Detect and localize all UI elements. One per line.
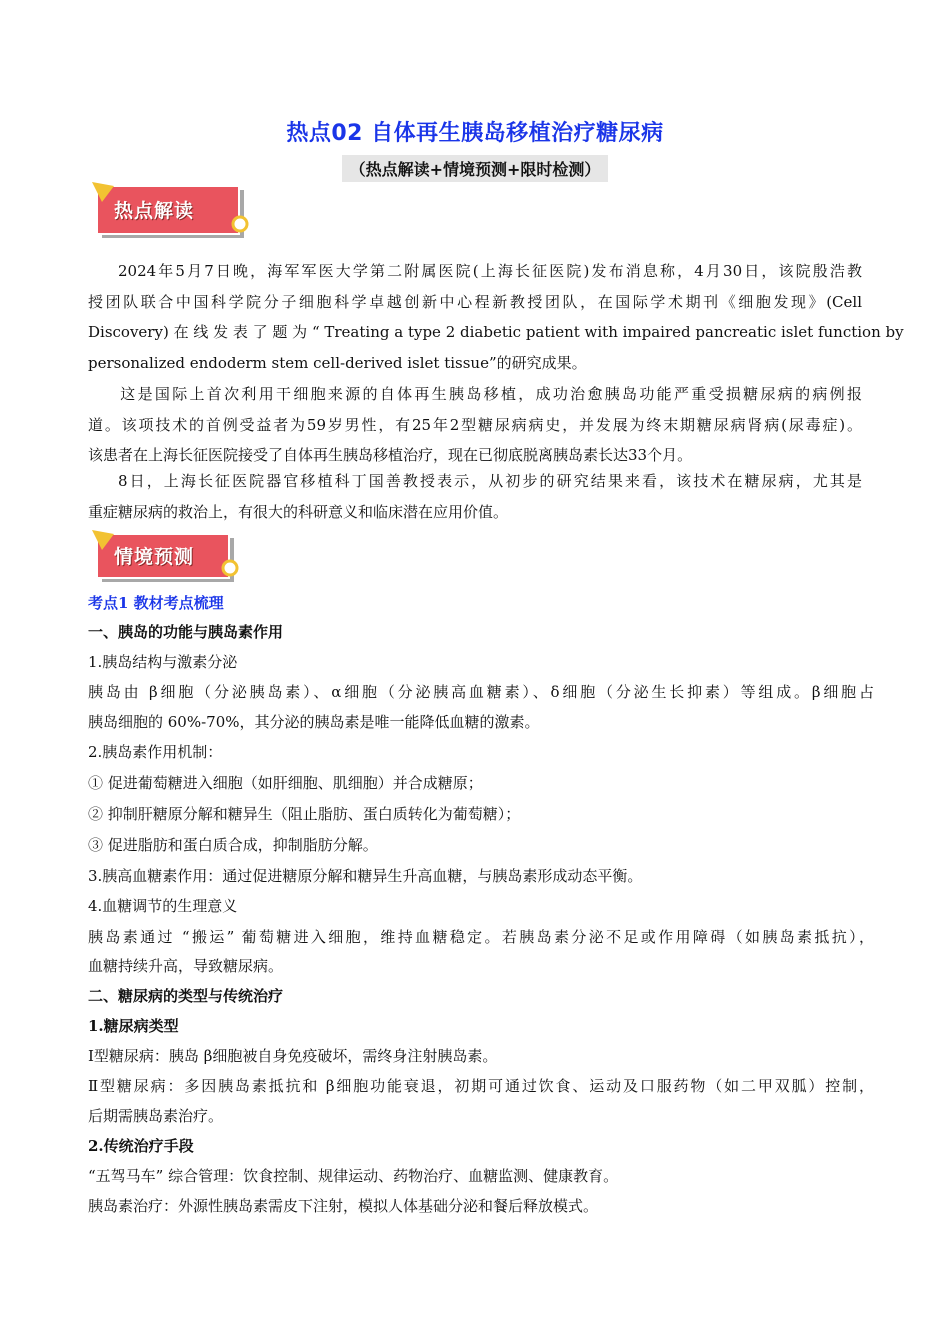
list-item: ② 抑制肝糖原分解和糖异生（阻止脂肪、蛋白质转化为葡萄糖）； — [88, 805, 521, 823]
body-line: 后期需胰岛素治疗。 — [88, 1107, 224, 1125]
page-subtitle: （热点解读+情境预测+限时检测） — [342, 155, 609, 182]
section-heading-2: 二、糖尿病的类型与传统治疗 — [88, 987, 284, 1005]
subheading-treatment: 2.传统治疗手段 — [88, 1137, 194, 1155]
scenario-badge-label: 情境预测 — [114, 546, 195, 568]
body-line: 胰岛素通过 “搬运” 葡萄糖进入细胞，维持血糖稳定。若胰岛素分泌不足或作用障碍（如胰岛素抵抗）， — [88, 928, 874, 946]
intro-p3-line: 重症糖尿病的救治上，有很大的科研意义和临床潜在应用价值。 — [88, 502, 509, 521]
intro-p2-line: 这是国际上首次利用干细胞来源的自体再生胰岛移植，成功治愈胰岛功能严重受损糖尿病的病例报 — [118, 385, 862, 403]
body-line: 胰岛细胞的 60%-70%，其分泌的胰岛素是唯一能降低血糖的激素。 — [88, 713, 540, 731]
hotspot-badge-label: 热点解读 — [114, 200, 195, 222]
subheading-1: 1.胰岛结构与激素分泌 — [88, 653, 238, 671]
body-line: Ⅰ型糖尿病：胰岛 β细胞被自身免疫破坏，需终身注射胰岛素。 — [88, 1047, 498, 1065]
body-line: 胰岛由 β细胞（分泌胰岛素）、α细胞（分泌胰高血糖素）、δ细胞（分泌生长抑素）等组成。β细胞占 — [88, 683, 874, 701]
page-title: 热点02 自体再生胰岛移植治疗糖尿病 — [286, 121, 664, 146]
kaodian-heading: 考点1 教材考点梳理 — [88, 594, 224, 612]
subheading-3: 3.胰高血糖素作用：通过促进糖原分解和糖异生升高血糖，与胰岛素形成动态平衡。 — [88, 867, 643, 885]
body-line: 胰岛素治疗：外源性胰岛素需皮下注射，模拟人体基础分泌和餐后释放模式。 — [88, 1197, 599, 1215]
list-item: ① 促进葡萄糖进入细胞（如肝细胞、肌细胞）并合成糖原； — [88, 774, 483, 792]
intro-p3-line: 8日，上海长征医院器官移植科丁国善教授表示，从初步的研究结果来看，该技术在糖尿病，尤其是 — [118, 472, 862, 490]
body-line: Ⅱ型糖尿病：多因胰岛素抵抗和 β细胞功能衰退，初期可通过饮食、运动及口服药物（如二甲双胍）控制， — [88, 1077, 874, 1095]
intro-p1-line: Discovery) 在 线 发 表 了 题 为 “ Treating a type 2 diabetic patient with impaired pancreatic islet function by — [88, 323, 904, 341]
body-line: 血糖持续升高，导致糖尿病。 — [88, 957, 284, 975]
scenario-badge — [92, 530, 242, 586]
list-item: ③ 促进脂肪和蛋白质合成，抑制脂肪分解。 — [88, 836, 378, 854]
intro-paragraph-2 — [88, 379, 862, 471]
intro-paragraph-1 — [88, 256, 904, 378]
section-heading-1: 一、胰岛的功能与胰岛素作用 — [88, 623, 284, 641]
intro-p1-line: personalized endoderm stem cell-derived islet tissue”的研究成果。 — [88, 353, 587, 372]
subtitle-wrapper — [0, 155, 950, 182]
intro-paragraph-3 — [88, 466, 862, 527]
hotspot-badge — [92, 182, 252, 244]
subheading-types: 1.糖尿病类型 — [88, 1017, 179, 1035]
subheading-2: 2.胰岛素作用机制： — [88, 743, 223, 761]
intro-p1-line: 2024年5月7日晚，海军军医大学第二附属医院(上海长征医院)发布消息称，4月30日，该院殷浩教 — [118, 262, 862, 280]
body-line: “五驾马车” 综合管理：饮食控制、规律运动、药物治疗、血糖监测、健康教育。 — [88, 1167, 619, 1185]
intro-p1-line: 授团队联合中国科学院分子细胞科学卓越创新中心程新教授团队，在国际学术期刊《细胞发现》(Cell — [88, 292, 862, 311]
subheading-4: 4.血糖调节的生理意义 — [88, 897, 238, 915]
intro-p2-line: 该患者在上海长征医院接受了自体再生胰岛移植治疗，现在已彻底脱离胰岛素长达33个月。 — [88, 446, 693, 464]
intro-p2-line: 道。该项技术的首例受益者为59岁男性，有25年2型糖尿病病史，并发展为终末期糖尿病肾病(尿毒症)。 — [88, 415, 862, 434]
